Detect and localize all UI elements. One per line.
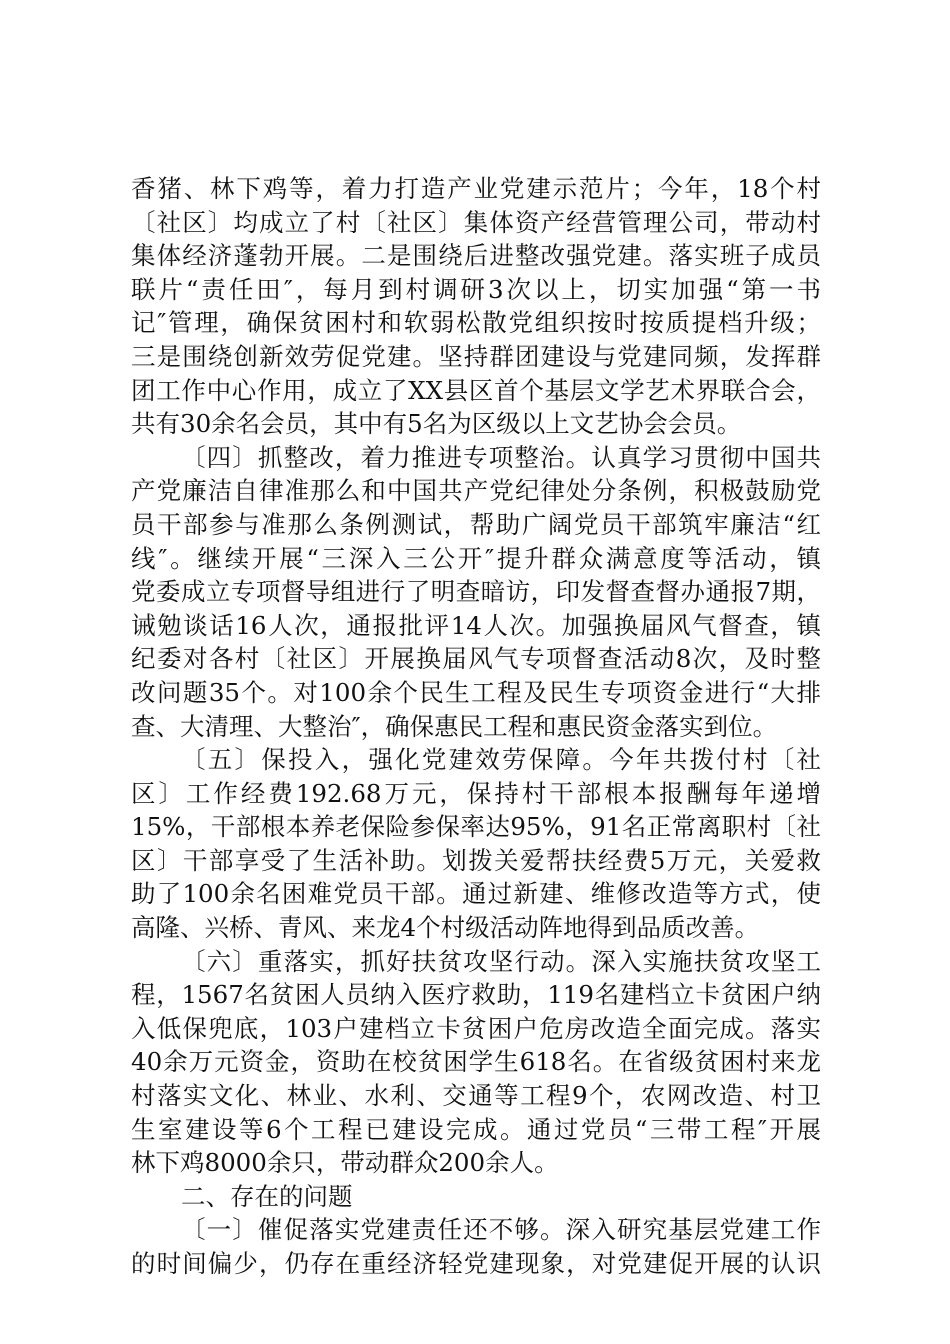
text-line: 联片“责任田″，每月到村调研3次以上，切实加强“第一书	[131, 274, 821, 304]
text-line: 改问题35个。对100余个民生工程及民生专项资金进行“大排	[131, 677, 821, 707]
text-line: 三是围绕创新效劳促党建。坚持群团建设与党建同频，发挥群	[131, 341, 821, 371]
text-line: 香猪、林下鸡等，着力打造产业党建示范片；今年，18个村	[131, 174, 821, 203]
text-line: 记″管理，确保贫困村和软弱松散党组织按时按质提档升级；	[131, 308, 821, 338]
text-line: 〔四〕抓整改，着力推进专项整治。认真学习贯彻中国共	[181, 442, 821, 472]
text-line: 员干部参与准那么条例测试，帮助广阔党员干部筑牢廉洁“红	[131, 509, 821, 539]
text-line: 区〕干部享受了生活补助。划拨关爱帮扶经费5万元，关爱救	[131, 845, 821, 875]
text-line: 共有30余名会员，其中有5名为区级以上文艺协会会员。	[131, 409, 742, 439]
text-line: 15%，干部根本养老保险参保率达95%，91名正常离职村〔社	[131, 812, 821, 842]
text-line: 生室建设等6个工程已建设完成。通过党员“三带工程″开展	[131, 1114, 821, 1144]
text-line: 程，1567名贫困人员纳入医疗救助，119名建档立卡贫困户纳	[131, 980, 821, 1010]
text-line: 党委成立专项督导组进行了明查暗访，印发督查督办通报7期，	[131, 577, 821, 607]
text-line: 村落实文化、林业、水利、交通等工程9个，农网改造、村卫	[131, 1081, 821, 1111]
text-line: 区〕工作经费192.68万元，保持村干部根本报酬每年递增	[131, 778, 821, 808]
text-line: 纪委对各村〔社区〕开展换届风气专项督查活动8次，及时整	[131, 644, 821, 674]
text-line: 的时间偏少，仍存在重经济轻党建现象，对党建促开展的认识	[131, 1249, 821, 1278]
text-line: 产党廉洁自律准那么和中国共产党纪律处分条例，积极鼓励党	[131, 476, 821, 506]
text-line: 诫勉谈话16人次，通报批评14人次。加强换届风气督查，镇	[131, 610, 821, 640]
body-text	[131, 172, 821, 1281]
text-line: 40余万元资金，资助在校贫困学生618名。在省级贫困村来龙	[131, 1047, 821, 1077]
text-line: 〔社区〕均成立了村〔社区〕集体资产经营管理公司，带动村	[131, 207, 821, 237]
text-line: 二、存在的问题	[181, 1181, 353, 1211]
text-line: 集体经济蓬勃开展。二是围绕后进整改强党建。落实班子成员	[131, 241, 821, 271]
text-line: 高隆、兴桥、青风、来龙4个村级活动阵地得到品质改善。	[131, 913, 760, 943]
text-line: 线″。继续开展“三深入三公开″提升群众满意度等活动，镇	[131, 543, 821, 573]
text-line: 查、大清理、大整治″，确保惠民工程和惠民资金落实到位。	[131, 711, 778, 741]
text-line: 〔一〕催促落实党建责任还不够。深入研究基层党建工作	[181, 1215, 821, 1245]
text-line: 入低保兜底，103户建档立卡贫困户危房改造全面完成。落实	[131, 1013, 821, 1043]
text-line: 助了100余名困难党员干部。通过新建、维修改造等方式，使	[131, 879, 821, 909]
text-line: 林下鸡8000余只，带动群众200余人。	[131, 1148, 559, 1178]
text-line: 〔五〕保投入，强化党建效劳保障。今年共拨付村〔社	[181, 745, 821, 775]
text-line: 〔六〕重落实，抓好扶贫攻坚行动。深入实施扶贫攻坚工	[181, 946, 821, 976]
text-line: 团工作中心作用，成立了XX县区首个基层文学艺术界联合会，	[131, 375, 821, 405]
